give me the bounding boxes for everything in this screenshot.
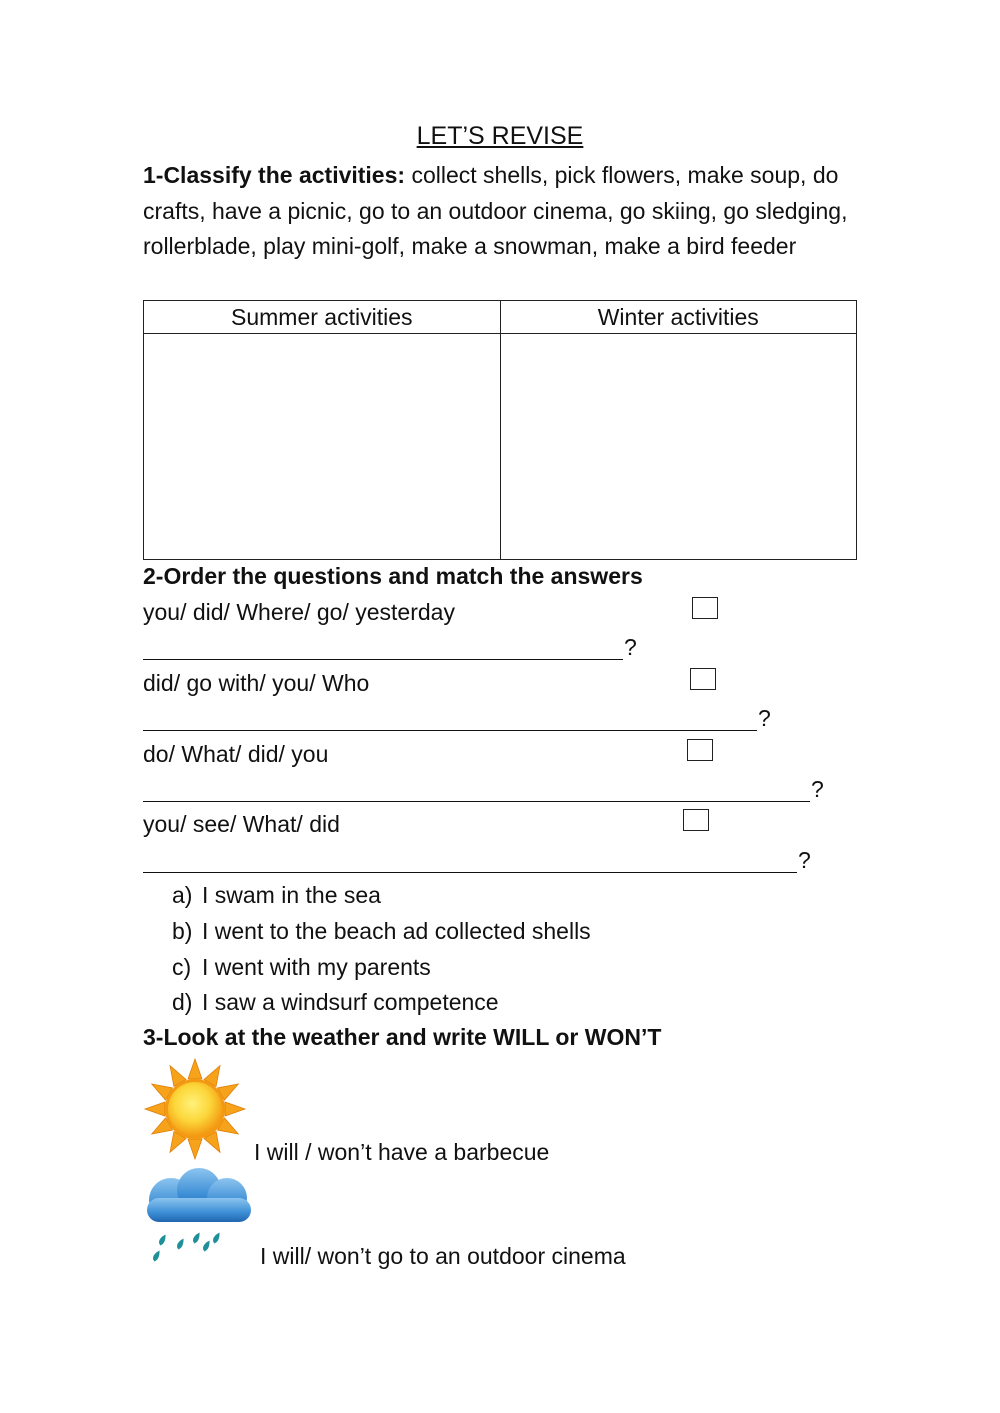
answer-c [172, 954, 431, 981]
activities-list: collect shells, pick flowers, make soup, do crafts, have a picnic, go to an outdoor cinema, go skiing, go sledging, rollerblade, play mini-golf, make a snowman, make a bird feeder [143, 162, 848, 259]
winter-column-header: Winter activities [500, 301, 857, 334]
section3-heading: 3-Look at the weather and write WILL or WON’T [143, 1024, 662, 1050]
answer-line-4[interactable] [143, 872, 797, 873]
answer-b [172, 918, 591, 945]
summer-column-header: Summer activities [144, 301, 501, 334]
answer-b-label: b) [172, 918, 193, 944]
weather-sentence-2: I will/ won’t go to an outdoor cinema [260, 1243, 626, 1269]
answer-line-2[interactable] [143, 730, 757, 731]
question-mark-4: ? [798, 847, 811, 873]
answer-d [172, 989, 499, 1016]
answer-line-3[interactable] [143, 801, 810, 802]
answer-d-label: d) [172, 989, 193, 1015]
answer-a-label: a) [172, 882, 193, 908]
sun-icon [143, 1058, 247, 1160]
question-2-words: did/ go with/ you/ Who [143, 670, 370, 696]
question-4-words: you/ see/ What/ did [143, 811, 340, 837]
rain-cloud-icon [141, 1166, 257, 1268]
page-title: LET’S REVISE [416, 122, 584, 150]
winter-cell[interactable] [500, 334, 857, 560]
answer-a [172, 882, 381, 909]
section1-heading: 1-Classify the activities: [143, 162, 406, 188]
question-1-words: you/ did/ Where/ go/ yesterday [143, 599, 455, 625]
question-mark-1: ? [624, 634, 637, 660]
section2-heading: 2-Order the questions and match the answers [143, 563, 643, 589]
question-mark-2: ? [758, 705, 771, 731]
answer-c-label: c) [172, 954, 192, 980]
answer-box-1[interactable] [692, 597, 718, 619]
answer-box-2[interactable] [690, 668, 716, 690]
answer-b-text: I went to the beach ad collected shells [202, 918, 591, 944]
answer-c-text: I went with my parents [202, 954, 431, 980]
summer-cell[interactable] [144, 334, 501, 560]
answer-d-text: I saw a windsurf competence [202, 989, 499, 1015]
answer-a-text: I swam in the sea [202, 882, 381, 908]
classify-table [143, 300, 857, 560]
weather-sentence-1: I will / won’t have a barbecue [254, 1139, 550, 1165]
answer-line-1[interactable] [143, 659, 623, 660]
question-mark-3: ? [811, 776, 824, 802]
section1-instructions [143, 158, 863, 265]
answer-box-4[interactable] [683, 809, 709, 831]
question-3-words: do/ What/ did/ you [143, 741, 329, 767]
answer-box-3[interactable] [687, 739, 713, 761]
